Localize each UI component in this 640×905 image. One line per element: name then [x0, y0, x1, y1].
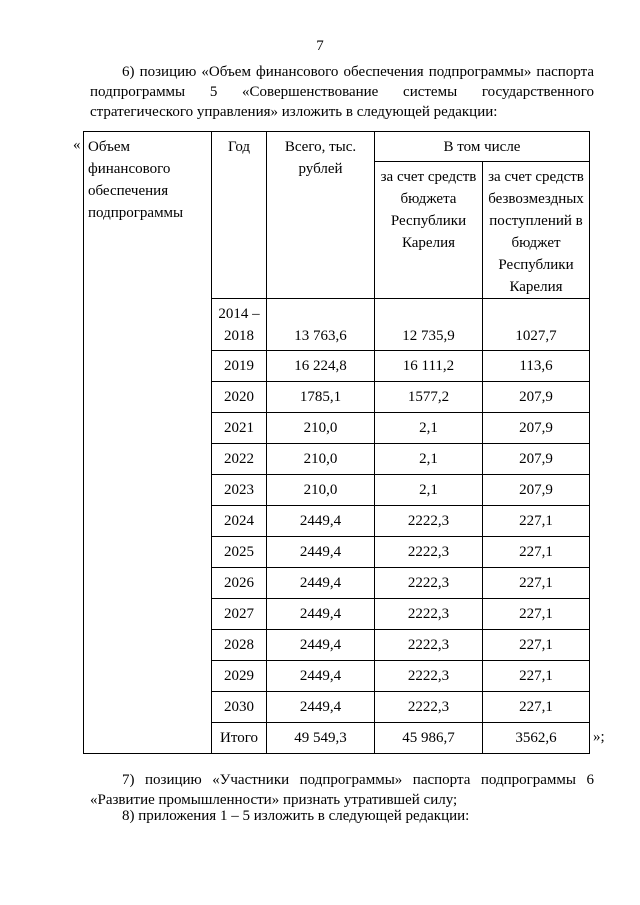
cell-budget: 2,1: [375, 444, 483, 475]
cell-budget: 16 111,2: [375, 351, 483, 382]
cell-total: 2449,4: [267, 537, 375, 568]
cell-budget: 2222,3: [375, 692, 483, 723]
cell-free: 207,9: [483, 444, 590, 475]
cell-year: 2014 – 2018: [212, 299, 267, 351]
cell-free: 207,9: [483, 382, 590, 413]
cell-total: 2449,4: [267, 599, 375, 630]
paragraph-line: стратегического управления» изложить в следующей редакции:: [90, 104, 498, 120]
table-header-row: [84, 132, 590, 162]
paragraph-line: 8) приложения 1 – 5 изложить в следующей редакции:: [122, 808, 470, 824]
page-number: 7: [316, 38, 324, 54]
cell-total: 210,0: [267, 444, 375, 475]
cell-year: 2026: [212, 568, 267, 599]
cell-budget: 2222,3: [375, 506, 483, 537]
cell-total: 2449,4: [267, 661, 375, 692]
paragraph-6: [90, 62, 594, 122]
opening-quote: «: [73, 137, 81, 153]
total-header: Всего, тыс. рублей: [267, 132, 375, 299]
cell-year: Итого: [212, 723, 267, 754]
cell-year: 2020: [212, 382, 267, 413]
cell-budget: 2222,3: [375, 537, 483, 568]
cell-year: 2024: [212, 506, 267, 537]
cell-budget: 2222,3: [375, 568, 483, 599]
cell-year: 2029: [212, 661, 267, 692]
cell-year: 2028: [212, 630, 267, 661]
cell-year: 2025: [212, 537, 267, 568]
paragraph-8: [90, 806, 594, 826]
cell-total: 2449,4: [267, 506, 375, 537]
cell-free: 3562,6: [483, 723, 590, 754]
cell-budget: 2222,3: [375, 661, 483, 692]
free-receipts-header: за счет средств безвозмездных поступлений в бюджет Республики Карелия: [483, 162, 590, 299]
cell-free: 227,1: [483, 692, 590, 723]
cell-year: 2019: [212, 351, 267, 382]
financing-table: [83, 131, 590, 754]
cell-free: 1027,7: [483, 299, 590, 351]
year-header: Год: [212, 132, 267, 299]
cell-free: 227,1: [483, 568, 590, 599]
cell-total: 210,0: [267, 413, 375, 444]
paragraph-7: [90, 770, 594, 810]
cell-budget: 12 735,9: [375, 299, 483, 351]
cell-year: 2022: [212, 444, 267, 475]
cell-total: 2449,4: [267, 692, 375, 723]
cell-total: 2449,4: [267, 568, 375, 599]
cell-total: 210,0: [267, 475, 375, 506]
cell-free: 113,6: [483, 351, 590, 382]
cell-free: 227,1: [483, 599, 590, 630]
cell-budget: 2222,3: [375, 630, 483, 661]
including-header: В том числе: [375, 132, 590, 162]
cell-year: 2030: [212, 692, 267, 723]
cell-free: 227,1: [483, 630, 590, 661]
paragraph-line: 7) позицию «Участники подпрограммы» паспорта подпрограммы 6: [122, 772, 594, 788]
closing-quote: »;: [593, 729, 605, 745]
paragraph-line: подпрограммы 5 «Совершенствование системы государственного: [90, 84, 594, 100]
cell-total: 49 549,3: [267, 723, 375, 754]
paragraph-line: 6) позицию «Объем финансового обеспечения подпрограммы» паспорта: [122, 64, 594, 80]
cell-free: 207,9: [483, 475, 590, 506]
cell-free: 227,1: [483, 506, 590, 537]
cell-total: 2449,4: [267, 630, 375, 661]
cell-total: 1785,1: [267, 382, 375, 413]
cell-budget: 2,1: [375, 475, 483, 506]
cell-budget: 2222,3: [375, 599, 483, 630]
cell-free: 227,1: [483, 661, 590, 692]
cell-budget: 45 986,7: [375, 723, 483, 754]
cell-free: 227,1: [483, 537, 590, 568]
cell-free: 207,9: [483, 413, 590, 444]
cell-total: 13 763,6: [267, 299, 375, 351]
paragraph-line: «Развитие промышленности» признать утратившей силу;: [90, 792, 458, 808]
cell-total: 16 224,8: [267, 351, 375, 382]
cell-year: 2027: [212, 599, 267, 630]
cell-budget: 1577,2: [375, 382, 483, 413]
cell-year: 2023: [212, 475, 267, 506]
cell-budget: 2,1: [375, 413, 483, 444]
budget-header: за счет средств бюджета Республики Карелия: [375, 162, 483, 299]
cell-year: 2021: [212, 413, 267, 444]
financing-label-cell: Объем финансового обеспечения подпрограммы: [84, 132, 212, 754]
